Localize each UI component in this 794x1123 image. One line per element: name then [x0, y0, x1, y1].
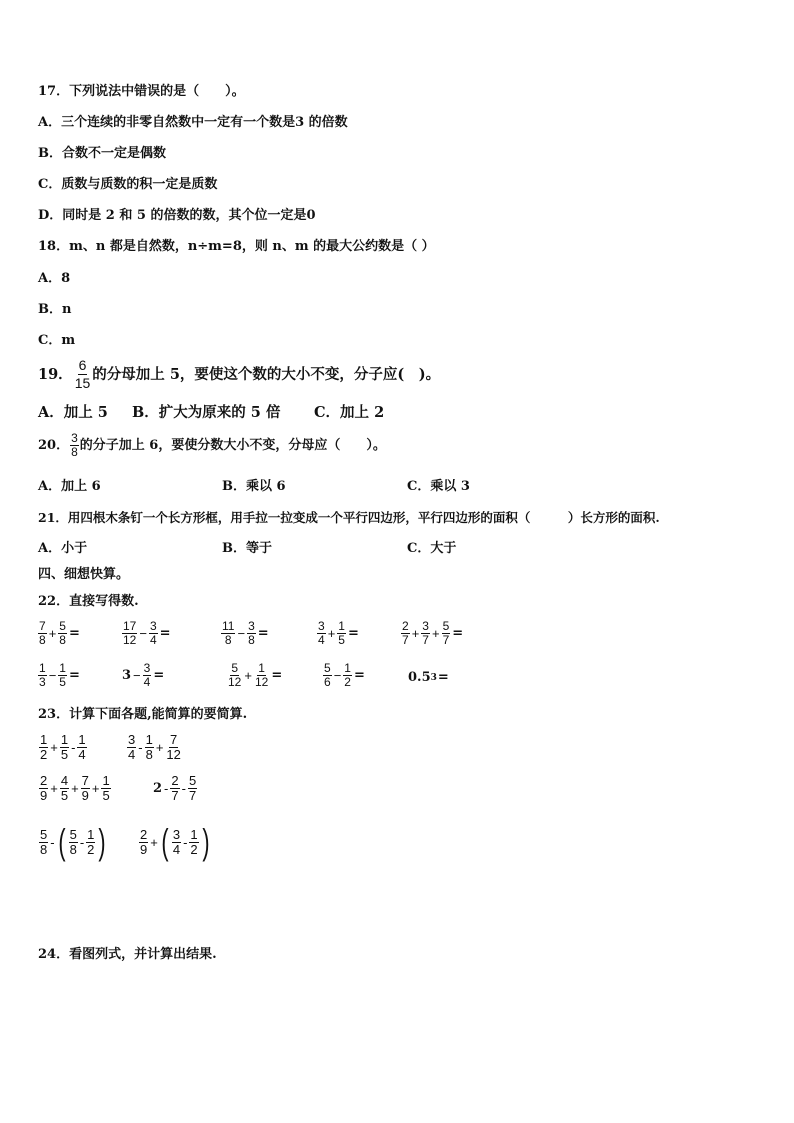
denominator: 9	[40, 788, 48, 803]
numerator: 1	[78, 732, 86, 747]
numerator: 3	[143, 661, 151, 675]
denominator: 12	[166, 747, 181, 762]
q22-expr-9	[322, 662, 366, 689]
fraction	[337, 620, 346, 647]
equals-sign: =	[452, 626, 464, 641]
minus-sign: −	[48, 668, 57, 683]
minus-sign: -	[181, 781, 186, 796]
q22-expr-3	[220, 620, 270, 647]
denominator: 8	[248, 633, 255, 647]
q18-option-c: C．m	[38, 333, 76, 348]
numerator: 5	[40, 826, 48, 842]
denominator: 8	[40, 841, 48, 857]
equals-sign: =	[153, 668, 165, 683]
fraction	[188, 774, 197, 803]
fraction	[165, 733, 181, 762]
q19-text: 的分母加上 5，要使这个数的大小不变，分子应( )。	[92, 365, 441, 383]
numerator: 5	[59, 619, 66, 633]
q18-stem: 18．m、n 都是自然数，n÷m=8，则 n、m 的最大公约数是（ ）	[38, 239, 435, 254]
q23-expr-2	[126, 733, 183, 762]
fraction	[81, 774, 90, 803]
q23-expr-1	[38, 733, 88, 762]
equals-sign: =	[257, 626, 269, 641]
equals-sign: =	[159, 626, 171, 641]
fraction	[227, 662, 242, 689]
fraction	[442, 620, 451, 647]
numerator: 5	[324, 661, 331, 675]
denominator: 7	[171, 788, 179, 803]
numerator: 1	[258, 661, 265, 675]
right-paren: )	[98, 821, 106, 862]
denominator: 8	[71, 445, 78, 459]
plus-sign: +	[431, 626, 440, 641]
q20-number: 20．	[38, 437, 70, 453]
denominator: 8	[145, 747, 153, 762]
q17-option-b: B．合数不一定是偶数	[38, 146, 166, 161]
denominator: 9	[140, 841, 148, 857]
denominator: 8	[69, 841, 77, 857]
parenthesis-group	[159, 821, 212, 862]
decimal-base: 0.5	[408, 670, 431, 685]
numerator: 2	[402, 619, 409, 633]
q22-expr-10	[408, 670, 450, 685]
denominator: 4	[172, 841, 181, 857]
plus-sign: +	[48, 626, 57, 641]
equals-sign: =	[347, 626, 359, 641]
fraction	[317, 620, 326, 647]
q17-stem: 17．下列说法中错误的是（ ）。	[38, 84, 245, 99]
fraction	[127, 733, 136, 762]
q18-option-b: B．n	[38, 302, 72, 317]
numerator: 3	[248, 619, 255, 633]
fraction	[145, 733, 154, 762]
equals-sign: =	[353, 668, 365, 683]
denominator: 15	[74, 375, 91, 391]
numerator: 3	[71, 431, 78, 445]
q21-option-b: B．等于	[222, 541, 272, 556]
denominator: 12	[228, 675, 242, 689]
q22-stem: 22．直接写得数.	[38, 594, 139, 609]
fraction	[77, 733, 86, 762]
denominator: 6	[324, 675, 331, 689]
minus-sign: −	[139, 626, 147, 641]
equals-sign: =	[68, 626, 80, 641]
plus-sign: +	[71, 781, 79, 796]
denominator: 7	[188, 788, 197, 803]
numerator: 7	[39, 619, 46, 633]
minus-sign: -	[138, 740, 143, 755]
numerator: 3	[318, 619, 325, 633]
q23-stem: 23．计算下面各题,能简算的要简算.	[38, 707, 248, 722]
numerator: 3	[422, 619, 429, 633]
numerator: 1	[39, 661, 46, 675]
q19-number: 19．	[38, 365, 73, 383]
fraction	[39, 733, 48, 762]
denominator: 2	[344, 675, 351, 689]
numerator: 2	[171, 773, 179, 788]
denominator: 5	[59, 675, 66, 689]
denominator: 4	[149, 633, 157, 647]
denominator: 7	[442, 633, 450, 647]
numerator: 1	[40, 732, 48, 747]
minus-sign: -	[79, 834, 85, 850]
fraction	[38, 620, 47, 647]
denominator: 5	[338, 633, 345, 647]
numerator: 6	[78, 357, 87, 373]
denominator: 12	[254, 675, 269, 689]
equals-sign: =	[68, 668, 80, 683]
numerator: 1	[60, 732, 69, 747]
q22-expr-5	[400, 620, 464, 647]
numerator: 1	[344, 661, 351, 675]
minus-sign: −	[237, 626, 246, 641]
q23-expr-4	[152, 774, 198, 803]
numerator: 1	[59, 661, 66, 675]
fraction	[139, 828, 148, 857]
fraction	[58, 620, 67, 647]
q20-option-b: B．乘以 6	[222, 479, 286, 494]
q23-expr-6	[138, 821, 212, 862]
plus-sign: +	[327, 626, 336, 641]
q19-stem	[38, 357, 440, 392]
denominator: 8	[39, 633, 46, 647]
q20-option-c: C．乘以 3	[407, 479, 470, 494]
parenthesis-group	[56, 821, 109, 862]
denominator: 2	[40, 747, 48, 762]
plus-sign: +	[91, 781, 100, 796]
denominator: 9	[81, 788, 89, 803]
fraction	[58, 662, 67, 689]
denominator: 5	[102, 788, 110, 803]
q21-stem: 21．用四根木条钉一个长方形框，用手拉一拉变成一个平行四边形，平行四边形的面积（ ）长方形的面积.	[38, 510, 660, 525]
numerator: 2	[140, 826, 148, 842]
denominator: 4	[78, 747, 86, 762]
minus-sign: -	[71, 740, 76, 755]
q17-option-d: D．同时是 2 和 5 的倍数的数，其个位一定是0	[38, 208, 316, 223]
q23-expr-5	[38, 821, 108, 862]
plus-sign: +	[244, 668, 252, 683]
minus-sign: −	[333, 668, 342, 683]
denominator: 2	[87, 841, 95, 857]
fraction	[69, 828, 78, 857]
equals-sign: =	[271, 668, 283, 683]
q22-expr-4	[316, 620, 360, 647]
q22-expr-2	[121, 620, 172, 647]
denominator: 4	[318, 633, 325, 647]
numerator: 5	[69, 826, 77, 842]
plus-sign: +	[150, 834, 158, 850]
whole-number: 2	[153, 781, 163, 796]
minus-sign: −	[133, 668, 141, 683]
section-4-title: 四、细想快算。	[38, 567, 130, 582]
q22-expr-7	[121, 662, 165, 689]
fraction	[39, 774, 48, 803]
left-paren: (	[57, 821, 66, 862]
fraction	[172, 828, 181, 857]
q22-expr-1	[37, 620, 81, 647]
numerator: 3	[128, 732, 136, 747]
q17-option-a: A．三个连续的非零自然数中一定有一个数是3 的倍数	[38, 115, 348, 130]
fraction	[247, 620, 256, 647]
fraction	[343, 662, 352, 689]
fraction	[86, 828, 95, 857]
fraction	[101, 774, 110, 803]
denominator: 12	[123, 633, 137, 647]
plus-sign: +	[50, 781, 58, 796]
minus-sign: -	[164, 781, 169, 796]
q22-expr-8	[226, 662, 283, 689]
fraction	[39, 828, 48, 857]
numerator: 5	[442, 619, 450, 633]
denominator: 3	[39, 675, 46, 689]
fraction	[60, 733, 69, 762]
equals-sign: =	[437, 670, 449, 685]
q19-fraction	[74, 357, 92, 392]
numerator: 1	[145, 732, 153, 747]
q19-option-b: B．扩大为原来的 5 倍	[132, 404, 281, 421]
denominator: 8	[59, 633, 66, 647]
fraction	[149, 620, 158, 647]
q20-text: 的分子加上 6，要使分数大小不变，分母应（ ）。	[79, 437, 386, 453]
denominator: 7	[402, 633, 409, 647]
plus-sign: +	[411, 626, 420, 641]
q19-option-c: C．加上 2	[314, 404, 385, 421]
numerator: 1	[190, 826, 198, 842]
minus-sign: -	[183, 834, 188, 850]
fraction	[122, 620, 137, 647]
denominator: 7	[422, 633, 429, 647]
numerator: 7	[170, 732, 178, 747]
numerator: 17	[123, 619, 137, 633]
fraction	[323, 662, 332, 689]
q18-option-a: A．8	[38, 271, 71, 286]
denominator: 5	[60, 788, 69, 803]
denominator: 2	[190, 841, 198, 857]
fraction	[221, 620, 235, 647]
fraction	[254, 662, 269, 689]
fraction	[421, 620, 430, 647]
right-paren: )	[202, 821, 210, 862]
denominator: 4	[143, 675, 151, 689]
fraction	[170, 774, 179, 803]
numerator: 1	[87, 826, 95, 842]
q23-expr-3	[38, 774, 112, 803]
q20-stem	[38, 432, 386, 459]
plus-sign: +	[155, 740, 164, 755]
q22-expr-6	[37, 662, 81, 689]
denominator: 4	[128, 747, 136, 762]
numerator: 5	[231, 661, 239, 675]
numerator: 7	[81, 773, 89, 788]
left-paren: (	[161, 821, 169, 862]
numerator: 1	[338, 619, 345, 633]
numerator: 1	[102, 773, 110, 788]
numerator: 11	[222, 619, 235, 633]
q20-option-a: A．加上 6	[38, 479, 101, 494]
q20-fraction	[70, 432, 79, 459]
numerator: 3	[149, 619, 157, 633]
q21-option-a: A．小于	[38, 541, 88, 556]
denominator: 8	[224, 633, 232, 647]
q19-option-a: A．加上 5	[38, 404, 108, 421]
fraction	[189, 828, 198, 857]
numerator: 2	[40, 773, 48, 788]
numerator: 5	[188, 773, 197, 788]
fraction	[38, 662, 47, 689]
plus-sign: +	[50, 740, 58, 755]
q24-stem: 24．看图列式，并计算出结果.	[38, 947, 217, 962]
numerator: 4	[60, 773, 69, 788]
fraction	[401, 620, 410, 647]
exponent: 3	[430, 672, 437, 683]
minus-sign: -	[50, 834, 55, 850]
numerator: 3	[172, 826, 181, 842]
denominator: 5	[60, 747, 69, 762]
whole-number: 3	[122, 668, 132, 683]
q17-option-c: C．质数与质数的积一定是质数	[38, 177, 218, 192]
fraction	[143, 662, 152, 689]
q21-option-c: C．大于	[407, 541, 457, 556]
fraction	[60, 774, 69, 803]
